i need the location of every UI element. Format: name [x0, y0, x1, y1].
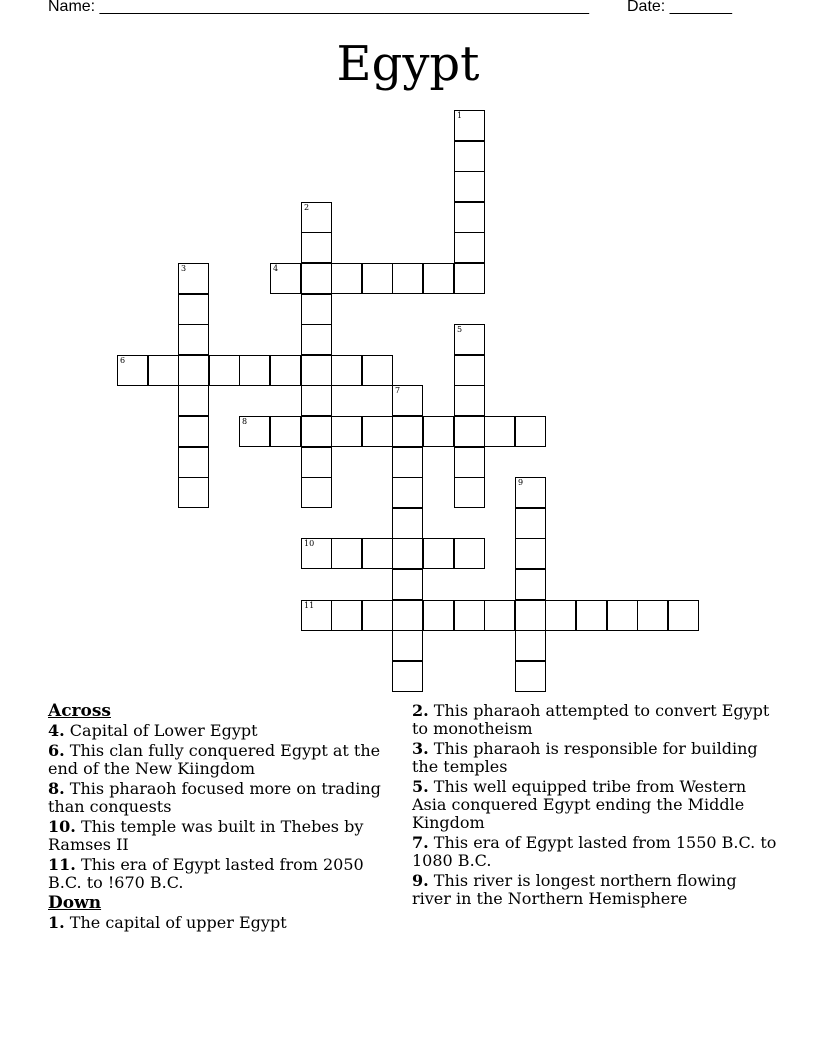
crossword-cell[interactable] [178, 355, 209, 386]
cell-number: 8 [242, 417, 248, 426]
crossword-cell[interactable] [148, 355, 179, 386]
clue-number: 8. [48, 779, 65, 798]
crossword-cell[interactable] [301, 232, 332, 263]
crossword-cell[interactable] [362, 538, 393, 569]
clue-down-3 [412, 740, 777, 776]
crossword-cell[interactable] [515, 569, 546, 600]
crossword-cell[interactable] [301, 477, 332, 508]
clue-down-2 [412, 702, 777, 738]
crossword-cell[interactable] [270, 263, 301, 294]
clue-number: 1. [48, 913, 65, 932]
crossword-cell[interactable] [239, 416, 270, 447]
crossword-cell[interactable] [454, 171, 485, 202]
crossword-cell[interactable] [454, 538, 485, 569]
date-field[interactable]: Date: _______ [627, 0, 732, 15]
crossword-cell[interactable] [454, 324, 485, 355]
crossword-cell[interactable] [362, 416, 393, 447]
cell-number: 7 [395, 386, 401, 395]
crossword-cell[interactable] [454, 416, 485, 447]
crossword-cell[interactable] [637, 600, 668, 631]
crossword-cell[interactable] [392, 416, 423, 447]
crossword-cell[interactable] [392, 569, 423, 600]
crossword-cell[interactable] [270, 355, 301, 386]
crossword-cell[interactable] [301, 263, 332, 294]
crossword-cell[interactable] [301, 355, 332, 386]
clue-number: 7. [412, 833, 429, 852]
crossword-cell[interactable] [423, 600, 454, 631]
cell-number: 9 [518, 478, 524, 487]
clue-text: This pharaoh attempted to convert Egypt to monotheism [412, 701, 770, 738]
crossword-cell[interactable] [362, 263, 393, 294]
crossword-cell[interactable] [239, 355, 270, 386]
crossword-cell[interactable] [392, 385, 423, 416]
crossword-cell[interactable] [545, 600, 576, 631]
crossword-cell[interactable] [392, 477, 423, 508]
crossword-cell[interactable] [515, 538, 546, 569]
clue-down-7 [412, 834, 777, 870]
crossword-cell[interactable] [515, 600, 546, 631]
crossword-cell[interactable] [270, 416, 301, 447]
crossword-cell[interactable] [331, 600, 362, 631]
crossword-cell[interactable] [301, 600, 332, 631]
crossword-cell[interactable] [454, 447, 485, 478]
crossword-cell[interactable] [454, 141, 485, 172]
crossword-cell[interactable] [178, 263, 209, 294]
crossword-cell[interactable] [454, 110, 485, 141]
crossword-cell[interactable] [423, 538, 454, 569]
crossword-cell[interactable] [392, 508, 423, 539]
crossword-cell[interactable] [576, 600, 607, 631]
crossword-cell[interactable] [301, 447, 332, 478]
crossword-cell[interactable] [454, 600, 485, 631]
crossword-cell[interactable] [515, 477, 546, 508]
crossword-cell[interactable] [209, 355, 240, 386]
crossword-cell[interactable] [117, 355, 148, 386]
crossword-cell[interactable] [423, 416, 454, 447]
clue-number: 3. [412, 739, 429, 758]
crossword-cell[interactable] [178, 385, 209, 416]
clue-text: This clan fully conquered Egypt at the end of the New Kiingdom [48, 741, 381, 778]
clue-down-9 [412, 872, 777, 908]
crossword-cell[interactable] [362, 355, 393, 386]
crossword-cell[interactable] [454, 355, 485, 386]
crossword-cell[interactable] [301, 385, 332, 416]
crossword-cell[interactable] [301, 416, 332, 447]
crossword-cell[interactable] [392, 447, 423, 478]
crossword-cell[interactable] [301, 202, 332, 233]
clue-text: This era of Egypt lasted from 1550 B.C. to 1080 B.C. [412, 833, 777, 870]
page-title: Egypt [336, 36, 480, 92]
cell-number: 5 [457, 325, 463, 334]
crossword-cell[interactable] [454, 202, 485, 233]
crossword-cell[interactable] [301, 538, 332, 569]
crossword-cell[interactable] [301, 294, 332, 325]
clue-across-4 [48, 722, 393, 740]
clue-text: This pharaoh is responsible for building the temples [412, 739, 758, 776]
clue-number: 6. [48, 741, 65, 760]
crossword-cell[interactable] [668, 600, 699, 631]
clue-number: 11. [48, 855, 76, 874]
crossword-cell[interactable] [454, 477, 485, 508]
clue-number: 5. [412, 777, 429, 796]
crossword-cell[interactable] [392, 661, 423, 692]
clue-text: This era of Egypt lasted from 2050 B.C. to !670 B.C. [48, 855, 364, 892]
crossword-cell[interactable] [454, 385, 485, 416]
cell-number: 2 [304, 203, 310, 212]
crossword-cell[interactable] [178, 294, 209, 325]
clue-across-8 [48, 780, 393, 816]
clue-number: 10. [48, 817, 76, 836]
clue-text: This river is longest northern flowing river in the Northern Hemisphere [412, 871, 737, 908]
crossword-cell[interactable] [515, 416, 546, 447]
crossword-cell[interactable] [178, 324, 209, 355]
cell-number: 1 [457, 111, 463, 120]
clue-number: 2. [412, 701, 429, 720]
clue-text: This pharaoh focused more on trading than conquests [48, 779, 381, 816]
crossword-cell[interactable] [392, 600, 423, 631]
clue-text: The capital of upper Egypt [69, 913, 287, 932]
clue-text: This temple was built in Thebes by Ramses II [48, 817, 364, 854]
crossword-cell[interactable] [392, 630, 423, 661]
clue-across-6 [48, 742, 393, 778]
crossword-cell[interactable] [331, 416, 362, 447]
crossword-cell[interactable] [178, 477, 209, 508]
clue-number: 9. [412, 871, 429, 890]
crossword-cell[interactable] [392, 263, 423, 294]
cell-number: 10 [304, 539, 315, 548]
crossword-cell[interactable] [607, 600, 638, 631]
crossword-cell[interactable] [331, 538, 362, 569]
crossword-cell[interactable] [484, 416, 515, 447]
name-field[interactable]: Name: _______________________________________________________ [48, 0, 589, 15]
crossword-cell[interactable] [515, 508, 546, 539]
crossword-cell[interactable] [362, 600, 393, 631]
cell-number: 3 [181, 264, 187, 273]
crossword-cell[interactable] [301, 324, 332, 355]
crossword-cell[interactable] [515, 661, 546, 692]
crossword-cell[interactable] [331, 263, 362, 294]
crossword-cell[interactable] [331, 355, 362, 386]
crossword-cell[interactable] [454, 263, 485, 294]
clue-number: 4. [48, 721, 65, 740]
cell-number: 6 [120, 356, 126, 365]
cell-number: 4 [273, 264, 279, 273]
clue-across-10 [48, 818, 393, 854]
across-heading: Across [48, 701, 111, 721]
crossword-cell[interactable] [178, 416, 209, 447]
clue-text: Capital of Lower Egypt [69, 721, 258, 740]
clue-down-1 [48, 914, 393, 932]
down-heading: Down [48, 893, 102, 913]
clue-across-11 [48, 856, 393, 892]
clue-down-5 [412, 778, 777, 832]
clue-text: This well equipped tribe from Western Asia conquered Egypt ending the Middle Kingdom [412, 777, 747, 832]
clues-left-column [48, 702, 393, 934]
crossword-cell[interactable] [392, 538, 423, 569]
crossword-cell[interactable] [484, 600, 515, 631]
clues-right-column [412, 702, 777, 910]
crossword-cell[interactable] [454, 232, 485, 263]
crossword-cell[interactable] [178, 447, 209, 478]
crossword-cell[interactable] [515, 630, 546, 661]
cell-number: 11 [304, 601, 315, 610]
crossword-cell[interactable] [423, 263, 454, 294]
